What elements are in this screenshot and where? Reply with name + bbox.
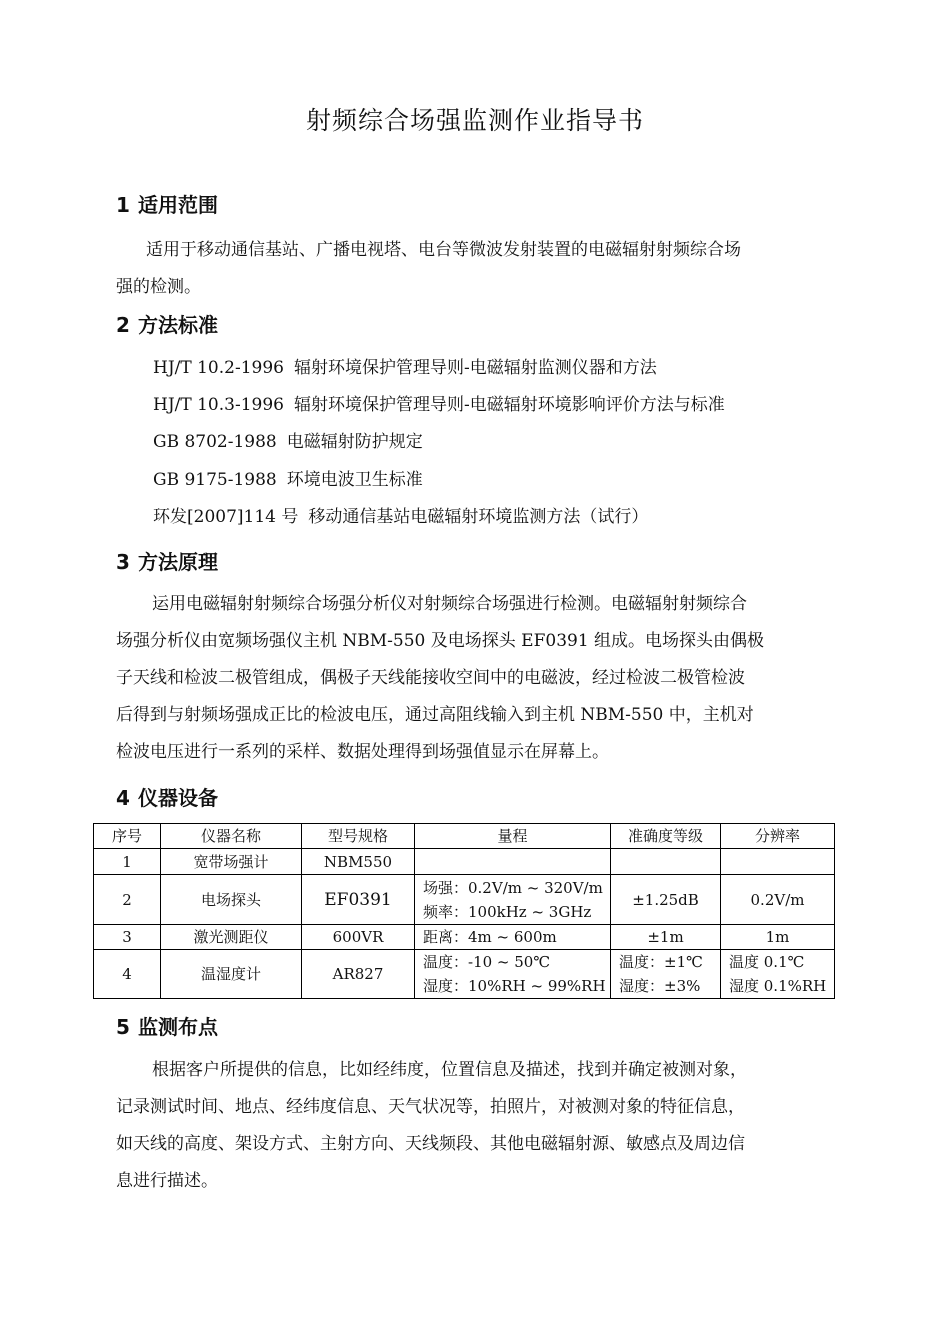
section-number: 3 bbox=[116, 550, 130, 574]
table-cell: 0.2V/m bbox=[721, 875, 835, 925]
standard-code: GB 9175-1988 bbox=[153, 470, 277, 490]
standard-item bbox=[153, 392, 725, 418]
standard-name: 移动通信基站电磁辐射环境监测方法（试行） bbox=[308, 507, 649, 527]
table-cell: 1m bbox=[721, 925, 835, 950]
text-line: 适用于移动通信基站、广播电视塔、电台等微波发射装置的电磁辐射射频综合场 bbox=[146, 240, 741, 260]
text-line: 息进行描述。 bbox=[116, 1171, 218, 1191]
table-row bbox=[94, 925, 835, 950]
standard-name: 电磁辐射防护规定 bbox=[286, 432, 423, 452]
text-line: 后得到与射频场强成正比的检波电压，通过高阻线输入到主机 NBM-550 中，主机对 bbox=[116, 705, 754, 725]
section-title: 仪器设备 bbox=[138, 786, 218, 810]
table-cell: EF0391 bbox=[302, 875, 415, 925]
table-cell: 距离：4m ~ 600m bbox=[415, 925, 611, 950]
table-cell: 1 bbox=[94, 849, 161, 875]
equipment-table bbox=[93, 823, 835, 999]
section-number: 5 bbox=[116, 1015, 130, 1039]
section-number: 2 bbox=[116, 313, 130, 337]
cell-line: 温度 0.1℃ bbox=[729, 953, 805, 971]
text-line: 记录测试时间、地点、经纬度信息、天气状况等，拍照片，对被测对象的特征信息， bbox=[116, 1097, 745, 1117]
standard-name: 辐射环境保护管理导则-电磁辐射环境影响评价方法与标准 bbox=[293, 395, 725, 415]
standard-item bbox=[153, 467, 423, 493]
table-cell bbox=[415, 875, 611, 925]
standard-item bbox=[153, 429, 423, 455]
standard-code: 环发[2007]114 号 bbox=[153, 507, 299, 527]
section-title: 适用范围 bbox=[138, 193, 218, 217]
table-cell: 3 bbox=[94, 925, 161, 950]
text-line: 强的检测。 bbox=[116, 277, 201, 297]
standard-code: GB 8702-1988 bbox=[153, 432, 277, 452]
table-cell bbox=[721, 950, 835, 999]
table-cell bbox=[721, 849, 835, 875]
section-1-body bbox=[116, 232, 820, 306]
table-header-row bbox=[94, 824, 835, 849]
cell-line: 湿度：10%RH ~ 99%RH bbox=[423, 977, 606, 995]
table-header-cell: 准确度等级 bbox=[611, 824, 721, 849]
table-cell bbox=[611, 950, 721, 999]
text-line: 子天线和检波二极管组成，偶极子天线能接收空间中的电磁波，经过检波二极管检波 bbox=[116, 668, 745, 688]
table-row bbox=[94, 950, 835, 999]
table-cell: NBM550 bbox=[302, 849, 415, 875]
cell-line: 温度：±1℃ bbox=[619, 953, 703, 971]
table-row bbox=[94, 875, 835, 925]
cell-line: 湿度 0.1%RH bbox=[729, 977, 827, 995]
table-cell: 600VR bbox=[302, 925, 415, 950]
table-header-cell: 仪器名称 bbox=[161, 824, 302, 849]
standard-code: HJ/T 10.3-1996 bbox=[153, 395, 284, 415]
table-cell: 4 bbox=[94, 950, 161, 999]
text-line: 运用电磁辐射射频综合场强分析仪对射频综合场强进行检测。电磁辐射射频综合 bbox=[152, 594, 747, 614]
section-1-heading bbox=[116, 191, 218, 219]
section-number: 4 bbox=[116, 786, 130, 810]
table-cell: ±1m bbox=[611, 925, 721, 950]
section-5-body bbox=[116, 1052, 820, 1200]
cell-line: 温度：-10 ~ 50℃ bbox=[423, 953, 551, 971]
table-cell bbox=[415, 849, 611, 875]
section-3-heading bbox=[116, 548, 218, 576]
cell-line: 湿度：±3% bbox=[619, 977, 701, 995]
table-cell: 激光测距仪 bbox=[161, 925, 302, 950]
table-cell: ±1.25dB bbox=[611, 875, 721, 925]
document-title: 射频综合场强监测作业指导书 bbox=[305, 106, 644, 135]
table-cell: 2 bbox=[94, 875, 161, 925]
table-row bbox=[94, 849, 835, 875]
standard-item bbox=[153, 355, 657, 381]
cell-line: 频率：100kHz ~ 3GHz bbox=[423, 902, 592, 921]
section-4-heading bbox=[116, 784, 218, 812]
section-number: 1 bbox=[116, 193, 130, 217]
section-title: 监测布点 bbox=[138, 1015, 218, 1039]
section-title: 方法原理 bbox=[138, 550, 218, 574]
table-header-cell: 序号 bbox=[94, 824, 161, 849]
text-line: 根据客户所提供的信息，比如经纬度，位置信息及描述，找到并确定被测对象， bbox=[152, 1060, 747, 1080]
table-cell bbox=[415, 950, 611, 999]
section-3-body bbox=[116, 586, 820, 771]
section-5-heading bbox=[116, 1013, 218, 1041]
table-cell bbox=[611, 849, 721, 875]
standard-code: HJ/T 10.2-1996 bbox=[153, 358, 284, 378]
section-2-heading bbox=[116, 311, 218, 339]
text-line: 如天线的高度、架设方式、主射方向、天线频段、其他电磁辐射源、敏感点及周边信 bbox=[116, 1134, 745, 1154]
table-cell: 温湿度计 bbox=[161, 950, 302, 999]
standard-name: 辐射环境保护管理导则-电磁辐射监测仪器和方法 bbox=[293, 358, 657, 378]
standard-name: 环境电波卫生标准 bbox=[286, 470, 423, 490]
table-cell: 电场探头 bbox=[161, 875, 302, 925]
table-header-cell: 分辨率 bbox=[721, 824, 835, 849]
cell-line: 场强：0.2V/m ~ 320V/m bbox=[423, 878, 603, 897]
table-header-cell: 量程 bbox=[415, 824, 611, 849]
standard-item bbox=[153, 504, 648, 530]
table-header-cell: 型号规格 bbox=[302, 824, 415, 849]
text-line: 检波电压进行一系列的采样、数据处理得到场强值显示在屏幕上。 bbox=[116, 742, 609, 762]
table-cell: 宽带场强计 bbox=[161, 849, 302, 875]
section-title: 方法标准 bbox=[138, 313, 218, 337]
text-line: 场强分析仪由宽频场强仪主机 NBM-550 及电场探头 EF0391 组成。电场探头由偶极 bbox=[116, 631, 765, 651]
table-cell: AR827 bbox=[302, 950, 415, 999]
